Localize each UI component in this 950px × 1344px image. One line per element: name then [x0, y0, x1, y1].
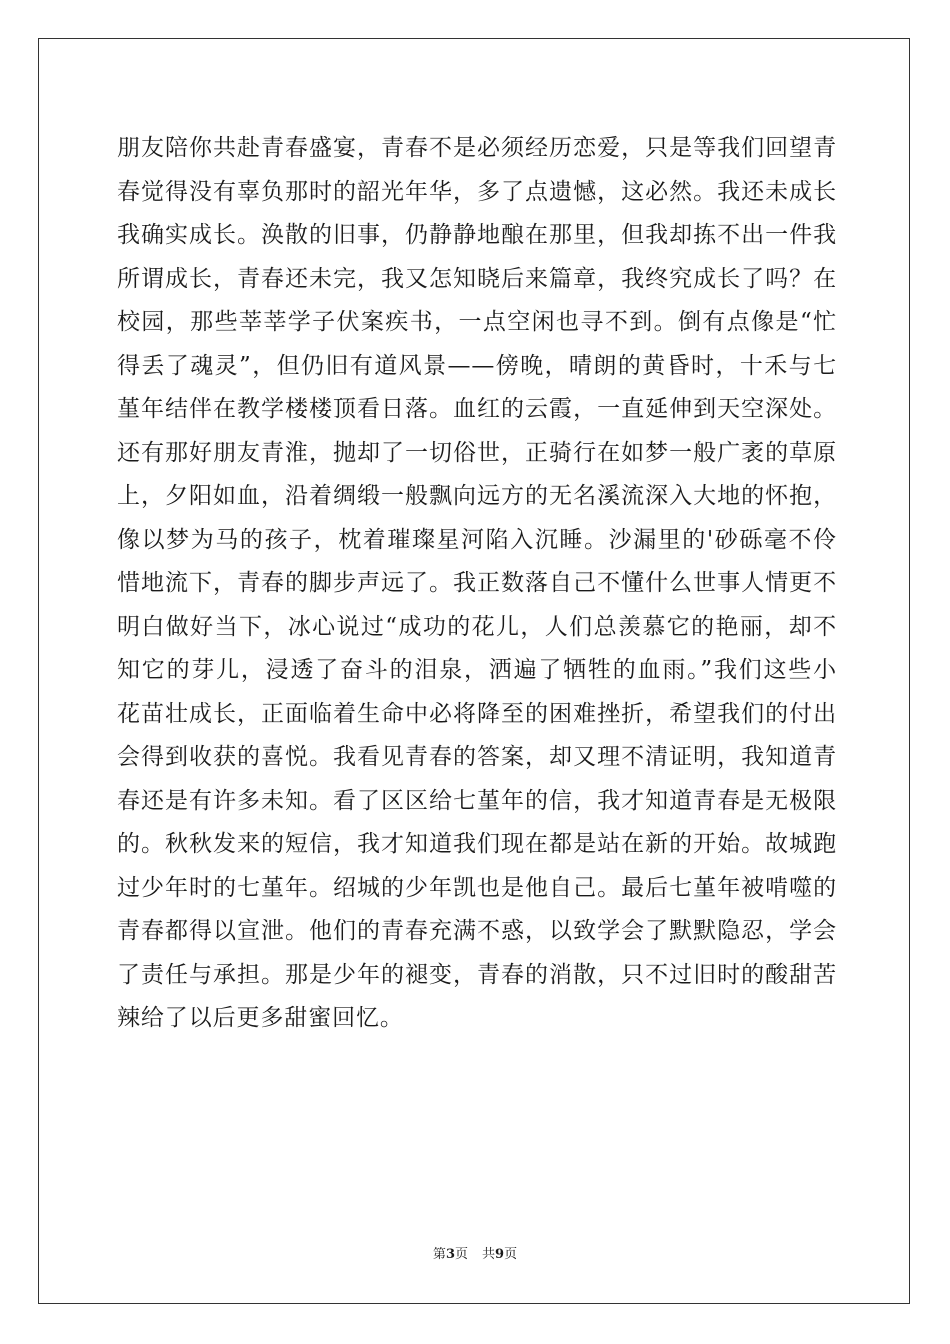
body-line: 春觉得没有辜负那时的韶光年华，多了点遗憾，这必然。我还未成长 [117, 178, 837, 205]
body-line: 得丢了魂灵”，但仍旧有道风景——傍晚，晴朗的黄昏时，十禾与七 [117, 352, 837, 379]
body-line: 所谓成长，青春还未完，我又怎知晓后来篇章，我终究成长了吗？在 [117, 265, 837, 292]
document-body [117, 127, 837, 1041]
body-line: 辣给了以后更多甜蜜回忆。 [117, 1005, 404, 1031]
body-line: 青春都得以宣泄。他们的青春充满不惑，以致学会了默默隐忍，学会 [117, 918, 837, 944]
body-line: 像以梦为马的孩子，枕着璀璨星河陷入沉睡。沙漏里的'砂砾毫不伶 [117, 526, 837, 553]
total-suffix: 页 [504, 1247, 518, 1262]
body-line: 过少年时的七堇年。绍城的少年凯也是他自己。最后七堇年被啃噬的 [117, 874, 837, 901]
page-footer [0, 1246, 950, 1264]
body-line: 还有那好朋友青淮，抛却了一切俗世，正骑行在如梦一般广袤的草原 [117, 439, 837, 466]
total-prefix: 共 [482, 1247, 496, 1262]
body-line: 上，夕阳如血，沿着绸缎一般飘向远方的无名溪流深入大地的怀抱， [117, 483, 837, 509]
total-page-number: 9 [495, 1247, 505, 1262]
body-line: 会得到收获的喜悦。我看见青春的答案，却又理不清证明，我知道青 [117, 744, 837, 770]
body-line: 朋友陪你共赴青春盛宴，青春不是必须经历恋爱，只是等我们回望青 [117, 135, 837, 161]
current-page-number: 3 [445, 1247, 455, 1262]
body-line: 春还是有许多未知。看了区区给七堇年的信，我才知道青春是无极限 [117, 787, 837, 814]
body-line: 了责任与承担。那是少年的褪变，青春的消散，只不过旧时的酸甜苦 [117, 961, 837, 988]
page-suffix: 页 [454, 1247, 468, 1262]
page-prefix: 第 [432, 1247, 446, 1262]
body-line: 知它的芽儿，浸透了奋斗的泪泉，洒遍了牺牲的血雨。”我们这些小 [117, 657, 837, 683]
body-line: 的。秋秋发来的短信，我才知道我们现在都是站在新的开始。故城跑 [117, 831, 837, 857]
body-line: 堇年结伴在教学楼楼顶看日落。血红的云霞，一直延伸到天空深处。 [117, 396, 837, 422]
body-line: 花苗壮成长，正面临着生命中必将降至的困难挫折，希望我们的付出 [117, 700, 837, 727]
body-line: 明白做好当下，冰心说过“成功的花儿，人们总羡慕它的艳丽，却不 [117, 613, 837, 640]
body-line: 校园，那些莘莘学子伏案疾书，一点空闲也寻不到。倒有点像是“忙 [117, 309, 837, 335]
body-line: 我确实成长。涣散的旧事，仍静静地酿在那里，但我却拣不出一件我 [117, 222, 837, 248]
body-line: 惜地流下，青春的脚步声远了。我正数落自己不懂什么世事人情更不 [117, 570, 837, 596]
